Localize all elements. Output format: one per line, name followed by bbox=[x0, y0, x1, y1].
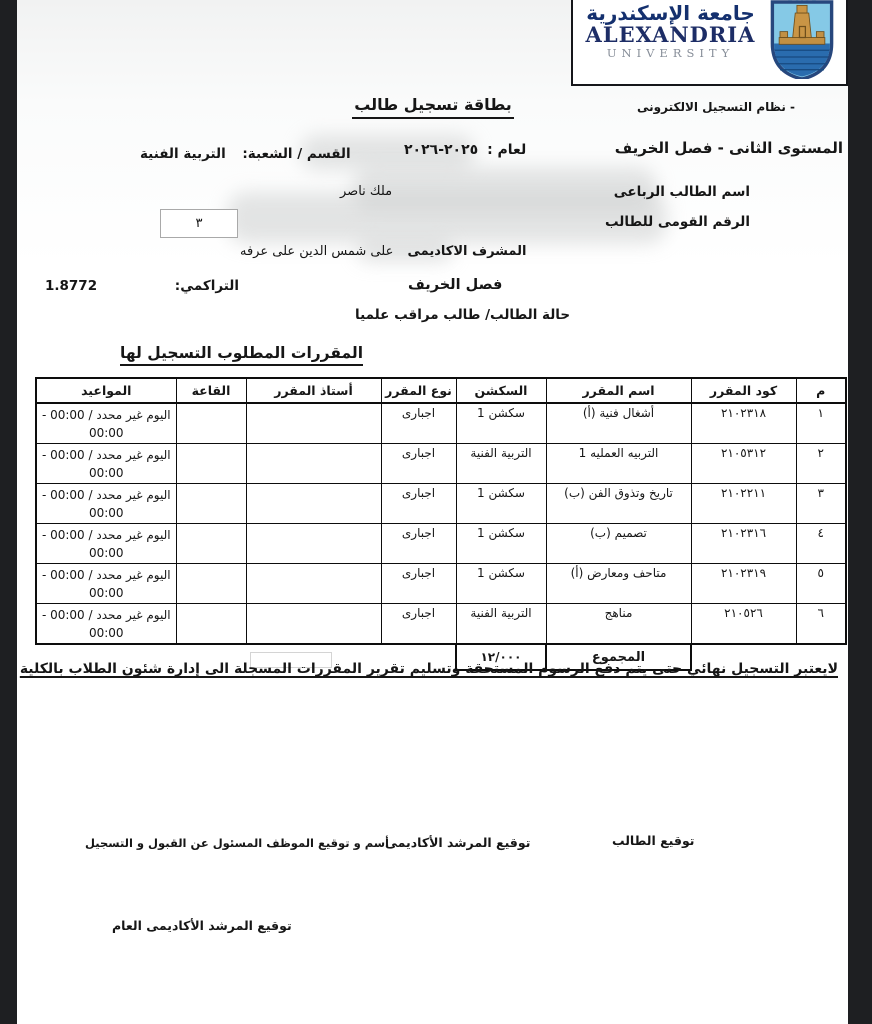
cell-code: ٢١٠٢٣١٩ bbox=[691, 564, 796, 604]
cell-times: اليوم غير محدد / 00:00 - 00:00 bbox=[36, 524, 176, 564]
cell-section: التربية الفنية bbox=[456, 444, 546, 484]
cell-no: ٣ bbox=[796, 484, 846, 524]
cell-times: اليوم غير محدد / 00:00 - 00:00 bbox=[36, 604, 176, 645]
academic-year bbox=[400, 142, 526, 158]
signature-general-academic-advisor: توقيع المرشد الأكاديمى العام bbox=[112, 918, 292, 933]
cell-section: سكشن 1 bbox=[456, 403, 546, 444]
column-header-hall: القاعة bbox=[176, 378, 246, 403]
cell-code: ٢١٠٢٣١٦ bbox=[691, 524, 796, 564]
cell-hall bbox=[176, 564, 246, 604]
courses-table bbox=[35, 377, 847, 671]
academic-year-value: ٢٠٢٥-٢٠٢٦ bbox=[404, 142, 479, 158]
cell-no: ٢ bbox=[796, 444, 846, 484]
cell-type: اجبارى bbox=[381, 484, 456, 524]
cell-times: اليوم غير محدد / 00:00 - 00:00 bbox=[36, 564, 176, 604]
column-header-name: اسم المقرر bbox=[546, 378, 691, 403]
column-header-type: نوع المقرر bbox=[381, 378, 456, 403]
department-label: القسم / الشعبة: bbox=[242, 146, 351, 162]
cell-professor bbox=[246, 604, 381, 645]
cell-type: اجبارى bbox=[381, 524, 456, 564]
supervisor-value: على شمس الدين على عرفه bbox=[240, 244, 394, 259]
column-header-code: كود المقرر bbox=[691, 378, 796, 403]
logo-arabic-name: جامعة الإسكندرية bbox=[586, 1, 755, 25]
cell-no: ١ bbox=[796, 403, 846, 444]
department-value: التربية الفنية bbox=[140, 146, 226, 162]
system-label: - نظام التسجيل الالكترونى bbox=[637, 100, 795, 114]
cell-professor bbox=[246, 564, 381, 604]
gpa-line bbox=[45, 278, 239, 294]
column-header-no: م bbox=[796, 378, 846, 403]
column-header-section: السكشن bbox=[456, 378, 546, 403]
cell-name: تصميم (ب) bbox=[546, 524, 691, 564]
table-row bbox=[36, 403, 846, 444]
student-name-label: اسم الطالب الرباعى bbox=[613, 184, 750, 200]
total-label: المجموع bbox=[546, 644, 691, 670]
cell-name: أشغال فنية (أ) bbox=[546, 403, 691, 444]
cell-hall bbox=[176, 444, 246, 484]
cell-code: ٢١٠٢٣١٨ bbox=[691, 403, 796, 444]
university-logo-box bbox=[571, 0, 848, 86]
table-row bbox=[36, 444, 846, 484]
gpa-label: التراكمي: bbox=[174, 278, 239, 294]
semester-value: فصل الخريف bbox=[408, 277, 503, 293]
cell-hall bbox=[176, 604, 246, 645]
cell-professor bbox=[246, 484, 381, 524]
cell-no: ٥ bbox=[796, 564, 846, 604]
cell-name: متاحف ومعارض (أ) bbox=[546, 564, 691, 604]
courses-table-header bbox=[36, 378, 846, 403]
cell-hall bbox=[176, 403, 246, 444]
cell-type: اجبارى bbox=[381, 564, 456, 604]
university-logo-text bbox=[578, 0, 763, 81]
cell-professor bbox=[246, 403, 381, 444]
courses-table-body bbox=[36, 403, 846, 644]
academic-year-label: لعام : bbox=[487, 142, 527, 158]
logo-latin-name: ALEXANDRIA bbox=[585, 22, 756, 47]
cell-no: ٦ bbox=[796, 604, 846, 645]
level-semester: المستوى الثانى - فصل الخريف bbox=[614, 139, 843, 157]
cell-code: ٢١٠٥٢٦ bbox=[691, 604, 796, 645]
cell-hall bbox=[176, 484, 246, 524]
signature-academic-advisor: توقيع المرشد الأكاديمى bbox=[385, 835, 531, 850]
cell-section: سكشن 1 bbox=[456, 564, 546, 604]
table-row bbox=[36, 484, 846, 524]
cell-section: سكشن 1 bbox=[456, 524, 546, 564]
cell-code: ٢١٠٢٢١١ bbox=[691, 484, 796, 524]
supervisor-label: المشرف الاكاديمى bbox=[407, 244, 527, 259]
page-title: بطاقة تسجيل طالب bbox=[352, 95, 514, 119]
cell-code: ٢١٠٥٣١٢ bbox=[691, 444, 796, 484]
cell-times: اليوم غير محدد / 00:00 - 00:00 bbox=[36, 484, 176, 524]
total-value: ١٢/٠٠٠ bbox=[456, 644, 546, 670]
table-row bbox=[36, 524, 846, 564]
signature-student: توقيع الطالب bbox=[612, 833, 695, 848]
cell-name: تاريخ وتذوق الفن (ب) bbox=[546, 484, 691, 524]
cell-times: اليوم غير محدد / 00:00 - 00:00 bbox=[36, 444, 176, 484]
cell-section: سكشن 1 bbox=[456, 484, 546, 524]
courses-table-title: المقررات المطلوب التسجيل لها bbox=[120, 344, 363, 366]
cell-name: مناهج bbox=[546, 604, 691, 645]
table-row bbox=[36, 604, 846, 645]
redaction-blur-national-id bbox=[227, 192, 667, 244]
table-row bbox=[36, 564, 846, 604]
department-line bbox=[140, 146, 351, 162]
column-header-professor: أستاذ المقرر bbox=[246, 378, 381, 403]
cell-hall bbox=[176, 524, 246, 564]
column-header-times: المواعيد bbox=[36, 378, 176, 403]
student-status-line: حالة الطالب/ طالب مراقب علميا bbox=[355, 307, 571, 323]
student-name-value: ملك ناصر bbox=[340, 184, 393, 199]
national-id-box bbox=[160, 209, 238, 238]
national-id-label: الرقم القومى للطالب bbox=[605, 214, 750, 230]
cell-type: اجبارى bbox=[381, 403, 456, 444]
national-id-digit: ٣ bbox=[195, 216, 203, 231]
cell-type: اجبارى bbox=[381, 444, 456, 484]
lighthouse-shield-icon bbox=[763, 0, 841, 81]
supervisor-line bbox=[240, 244, 590, 259]
logo-latin-subtitle: UNIVERSITY bbox=[606, 46, 735, 61]
cell-professor bbox=[246, 444, 381, 484]
document-page bbox=[17, 0, 848, 1024]
cell-name: التربيه العمليه 1 bbox=[546, 444, 691, 484]
cell-times: اليوم غير محدد / 00:00 - 00:00 bbox=[36, 403, 176, 444]
cell-professor bbox=[246, 524, 381, 564]
gpa-value: 1.8772 bbox=[45, 278, 98, 294]
registration-note: لايعتبر التسجيل نهائي حتى يتم دفع الرسوم المستحقة وتسليم تقرير المقررات المسجلة الى إدارة شئون الطلاب بالكلية bbox=[19, 661, 838, 677]
cell-no: ٤ bbox=[796, 524, 846, 564]
signature-registration-officer: أسم و توقيع الموظف المسئول عن القبول و التسجيل bbox=[85, 836, 389, 850]
cell-type: اجبارى bbox=[381, 604, 456, 645]
cell-section: التربية الفنية bbox=[456, 604, 546, 645]
